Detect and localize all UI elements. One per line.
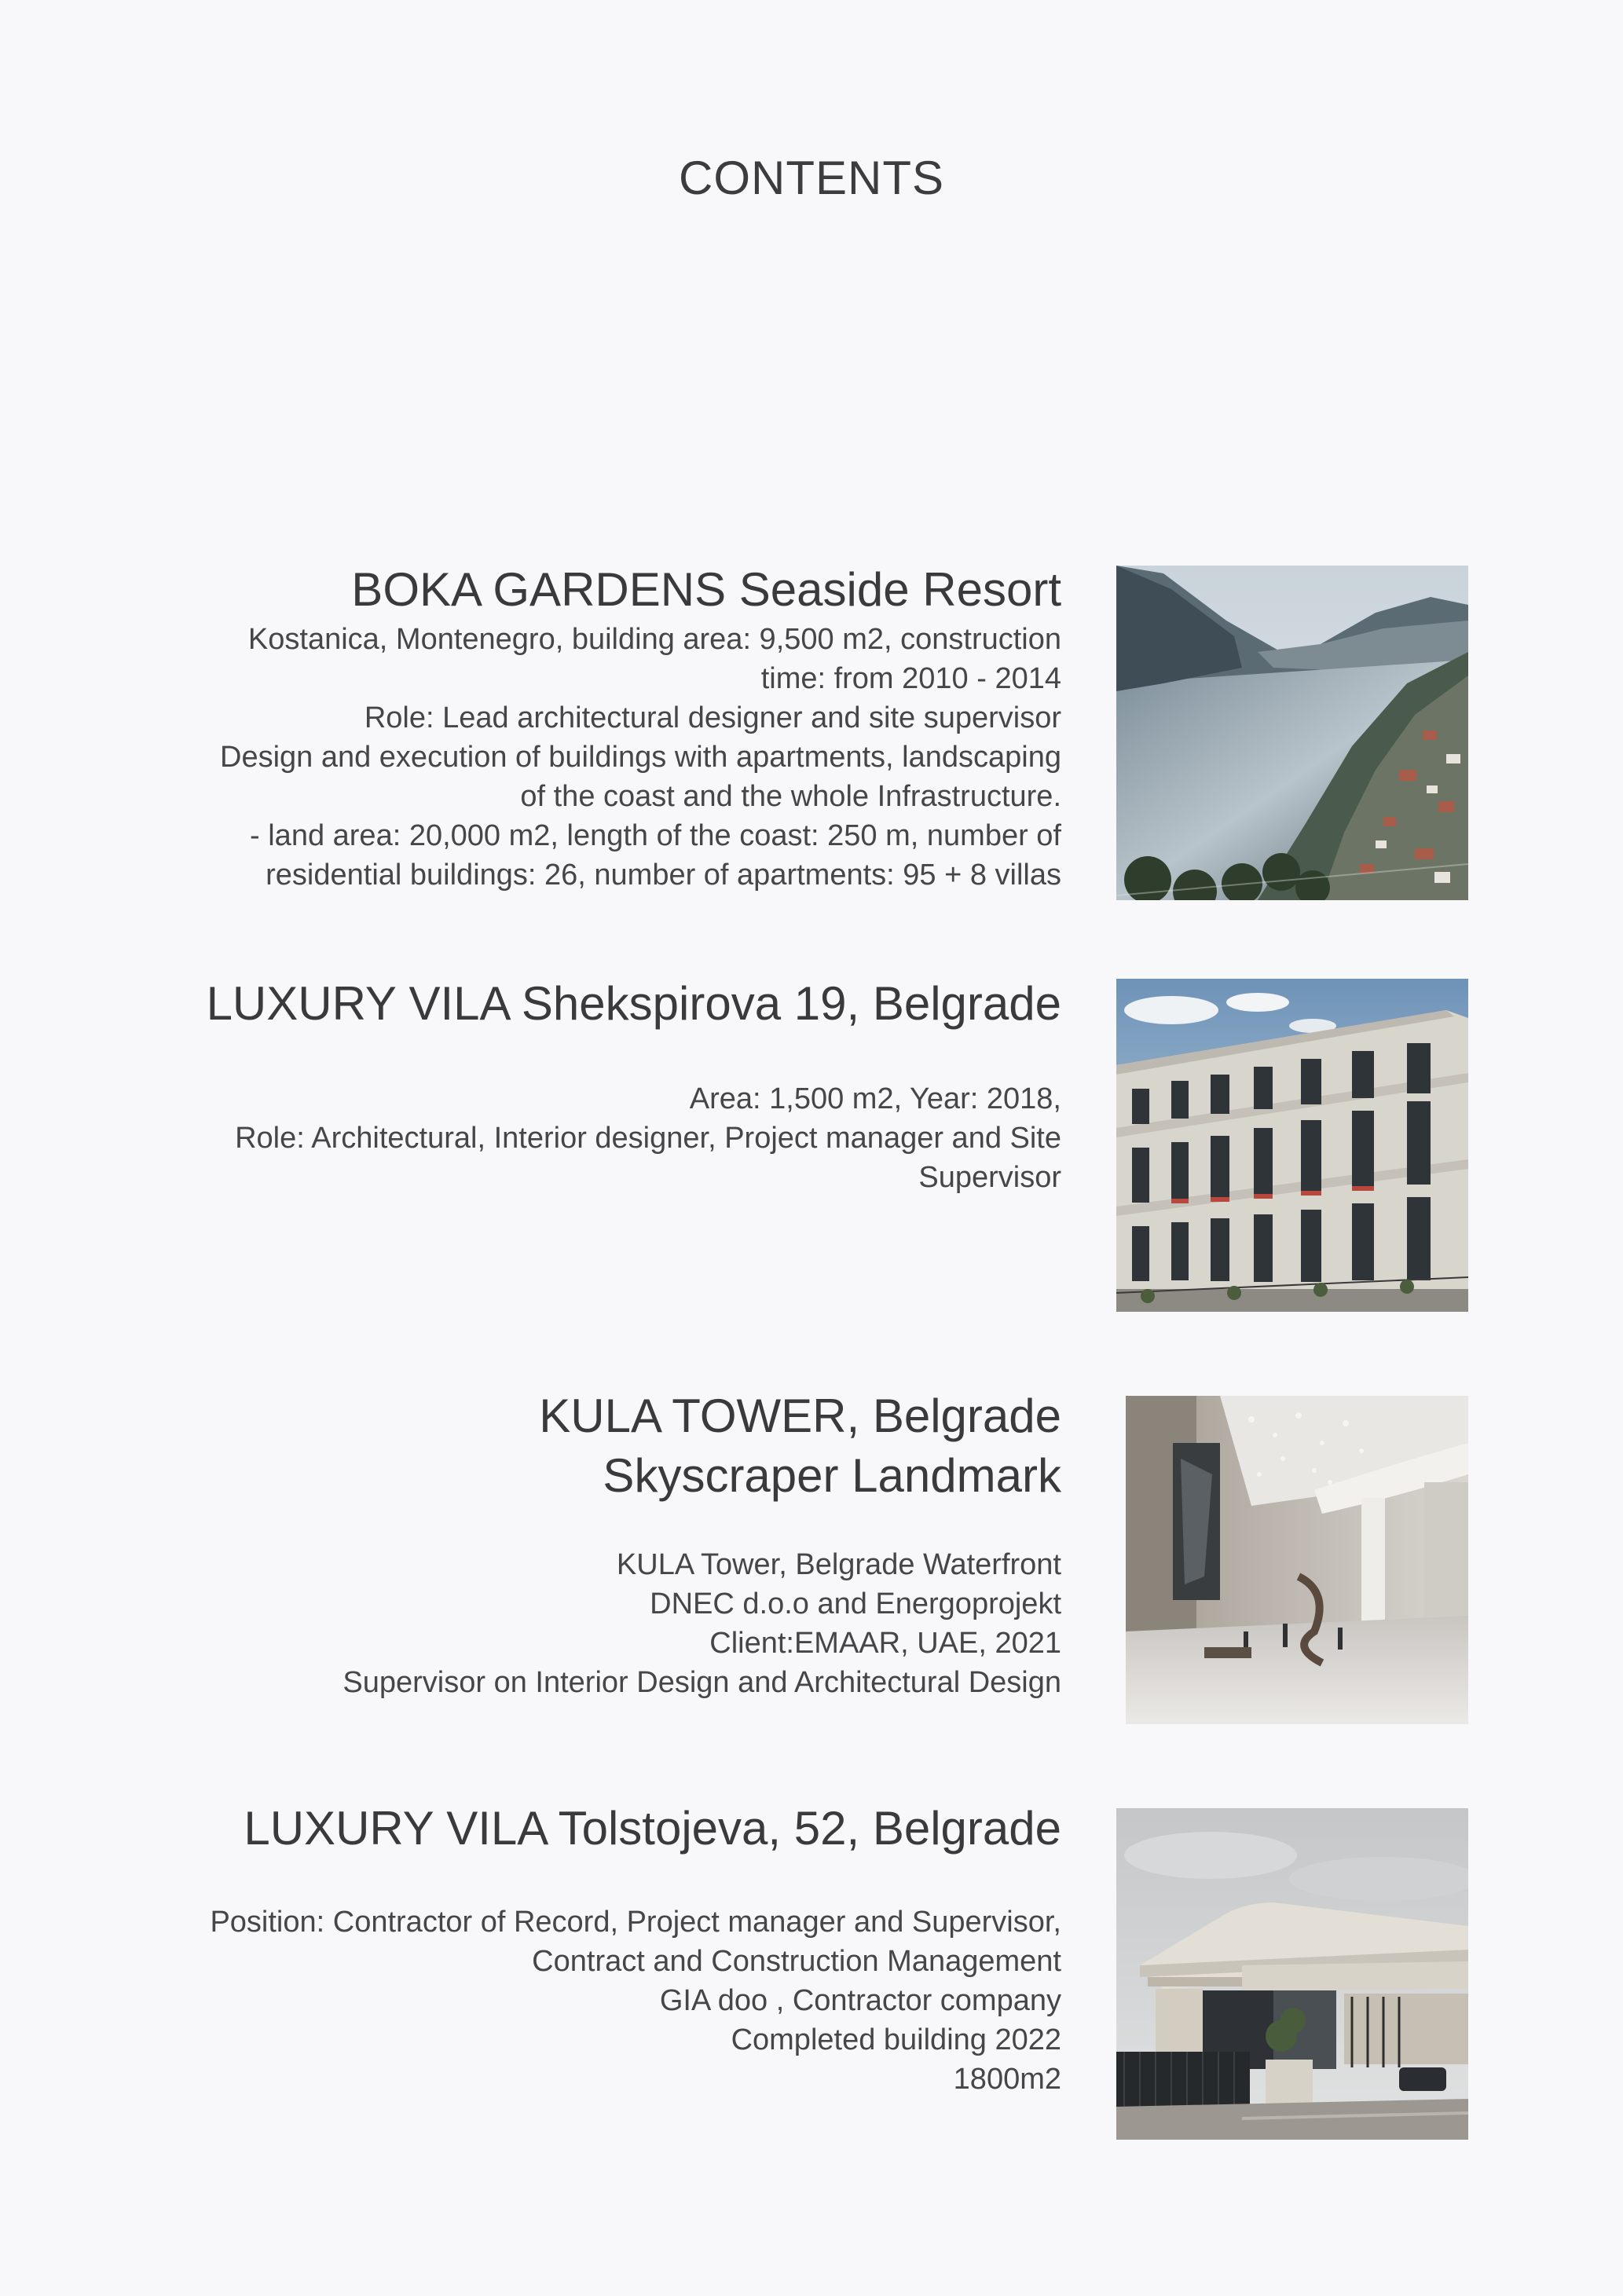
project-title bbox=[119, 974, 1061, 1034]
description-line: Area: 1,500 m2, Year: 2018, bbox=[689, 1082, 1061, 1115]
description-line: KULA Tower, Belgrade Waterfront bbox=[616, 1548, 1061, 1581]
modern-villa-exterior-photo bbox=[1116, 1808, 1468, 2140]
description-line: time: from 2010 - 2014 bbox=[760, 662, 1061, 695]
description-line: Role: Lead architectural designer and site supervisor bbox=[364, 701, 1061, 734]
project-title-line: LUXURY VILA Tolstojeva, 52, Belgrade bbox=[244, 1802, 1061, 1855]
description-line: Supervisor on Interior Design and Architectural Design bbox=[343, 1666, 1061, 1699]
project-description bbox=[119, 1079, 1061, 1197]
project-title bbox=[119, 1386, 1061, 1506]
description-line: residential buildings: 26, number of apartments: 95 + 8 villas bbox=[266, 859, 1061, 892]
description-line: Kostanica, Montenegro, building area: 9,500 m2, construction bbox=[247, 623, 1061, 656]
project-title-line: LUXURY VILA Shekspirova 19, Belgrade bbox=[206, 977, 1061, 1030]
project-title-line: Skyscraper Landmark bbox=[603, 1449, 1061, 1502]
description-line: Completed building 2022 bbox=[731, 2023, 1061, 2056]
project-boka-gardens bbox=[119, 560, 1061, 895]
description-line: Position: Contractor of Record, Project manager and Supervisor, bbox=[210, 1906, 1061, 1939]
description-line: 1800m2 bbox=[953, 2063, 1061, 2096]
tower-lobby-interior-photo bbox=[1126, 1396, 1468, 1724]
project-title bbox=[119, 560, 1061, 620]
description-line: Role: Architectural, Interior designer, Project manager and Site bbox=[235, 1122, 1061, 1155]
project-title-line: KULA TOWER, Belgrade bbox=[539, 1390, 1061, 1442]
description-line: GIA doo , Contractor company bbox=[659, 1984, 1061, 2017]
description-line: - land area: 20,000 m2, length of the coast: 250 m, number of bbox=[250, 819, 1061, 852]
project-description bbox=[119, 1902, 1061, 2099]
description-line: of the coast and the whole Infrastructure. bbox=[520, 780, 1061, 813]
description-line: Contract and Construction Management bbox=[532, 1945, 1061, 1978]
description-line: Supervisor bbox=[918, 1161, 1061, 1194]
description-line: Design and execution of buildings with apartments, landscaping bbox=[220, 741, 1061, 774]
description-line: Client:EMAAR, UAE, 2021 bbox=[709, 1627, 1061, 1660]
project-vila-shekspirova bbox=[119, 974, 1061, 1197]
project-kula-tower bbox=[119, 1386, 1061, 1702]
bay-coastline-photo bbox=[1116, 566, 1468, 900]
project-title bbox=[119, 1799, 1061, 1858]
page-title: CONTENTS bbox=[679, 152, 944, 204]
description-line: DNEC d.o.o and Energoprojekt bbox=[650, 1587, 1061, 1620]
project-description bbox=[119, 620, 1061, 895]
project-vila-tolstojeva bbox=[119, 1799, 1061, 2099]
classical-villa-facade-photo bbox=[1116, 979, 1468, 1312]
project-title-line: BOKA GARDENS Seaside Resort bbox=[351, 563, 1061, 616]
project-description bbox=[119, 1545, 1061, 1702]
